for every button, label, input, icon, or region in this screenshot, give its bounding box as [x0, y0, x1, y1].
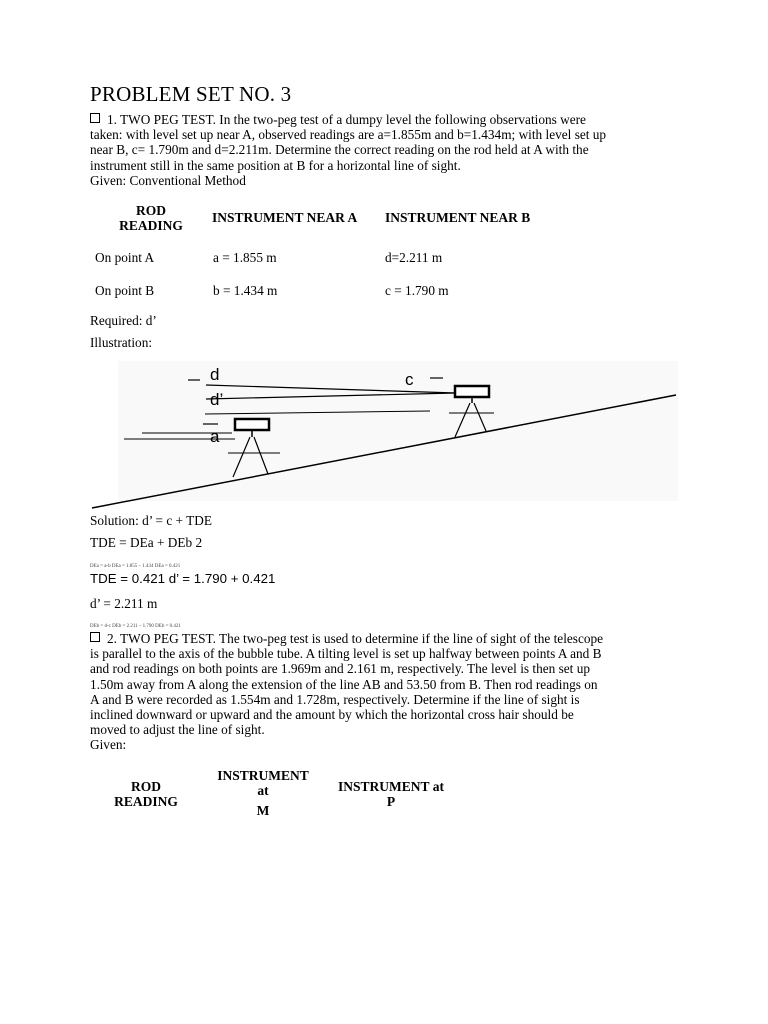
label-d: d	[210, 365, 220, 384]
problem-2-line: moved to adjust the line of sight.	[90, 722, 265, 738]
table-1-cell: a = 1.855 m	[213, 250, 277, 265]
solution-tiny-text: DEa = a-b DEa = 1.855 – 1.434 DEa = 0.421	[90, 564, 181, 569]
solution-line: TDE = 0.421 d’ = 1.790 + 0.421	[90, 571, 276, 586]
solution-line: Solution: d’ = c + TDE	[90, 513, 212, 528]
problem-1-line: instrument still in the same position at B for a horizontal line of sight.	[90, 157, 461, 173]
level-instrument-b	[455, 386, 489, 397]
label-a: a	[210, 427, 220, 446]
problem-2-line: inclined downward or upward and the amount by which the horizontal cross hair should be	[90, 707, 574, 723]
table-1-row-label: On point B	[95, 283, 155, 298]
level-instrument-a	[235, 419, 269, 430]
table-1-header-near-a: INSTRUMENT NEAR A	[212, 210, 358, 225]
page-title: PROBLEM SET NO. 3	[90, 82, 292, 106]
label-dprime: d’	[210, 390, 224, 409]
square-bullet-icon	[90, 632, 100, 642]
table-2-header-instrument-p: INSTRUMENT at P	[338, 779, 444, 809]
problem-1-line: 1. TWO PEG TEST. In the two-peg test of a dumpy level the following observations were	[107, 112, 586, 127]
table-1-cell: b = 1.434 m	[213, 283, 278, 298]
table-2-header-rod-reading: ROD READING	[114, 779, 178, 809]
problem-1-statement	[90, 112, 690, 188]
problem-1-given: Given: Conventional Method	[90, 172, 246, 188]
problem-2-statement	[90, 631, 690, 753]
table-1-header-rod-reading: ROD READING	[119, 203, 183, 233]
table-1-cell: c = 1.790 m	[385, 283, 449, 298]
problem-1-line: near B, c= 1.790m and d=2.211m. Determine the correct reading on the rod held at A with the	[90, 142, 589, 158]
square-bullet-icon	[90, 113, 100, 123]
solution-tiny-text: DEb = d-c DEb = 2.211 – 1.790 DEb = 0.421	[90, 624, 181, 629]
table-1-header-near-b: INSTRUMENT NEAR B	[385, 210, 531, 225]
problem-2-line: and rod readings on both points are 1.969m and 2.161 m, respectively. The level is then set up	[90, 661, 591, 677]
table-1-row-label: On point A	[95, 250, 155, 265]
problem-2-line: is parallel to the axis of the bubble tube. A tilting level is set up halfway between points A and B	[90, 646, 602, 662]
problem-2-line: A and B were recorded as 1.554m and 1.728m, respectively. Determine if the line of sight is	[90, 691, 580, 707]
illustration-label: Illustration:	[90, 335, 153, 350]
problem-2-given: Given:	[90, 737, 127, 753]
problem-2-line: 2. TWO PEG TEST. The two-peg test is used to determine if the line of sight of the telescope	[107, 631, 604, 646]
diagram-background	[118, 361, 678, 501]
problem-2-line: 1.50m away from A along the extension of the line AB and 53.50 from B. Then rod readings on	[90, 676, 598, 692]
solution-line: d’ = 2.211 m	[90, 596, 158, 611]
label-c: c	[405, 370, 414, 389]
two-peg-test-diagram	[0, 355, 768, 515]
required-text: Required: d’	[90, 313, 157, 328]
table-1-cell: d=2.211 m	[385, 250, 443, 265]
solution-line: TDE = DEa + DEb 2	[90, 535, 203, 550]
table-2-header-instrument-m: INSTRUMENT at M	[217, 768, 309, 818]
problem-1-line: taken: with level set up near A, observed readings are a=1.855m and b=1.434m; with level set up	[90, 127, 607, 143]
